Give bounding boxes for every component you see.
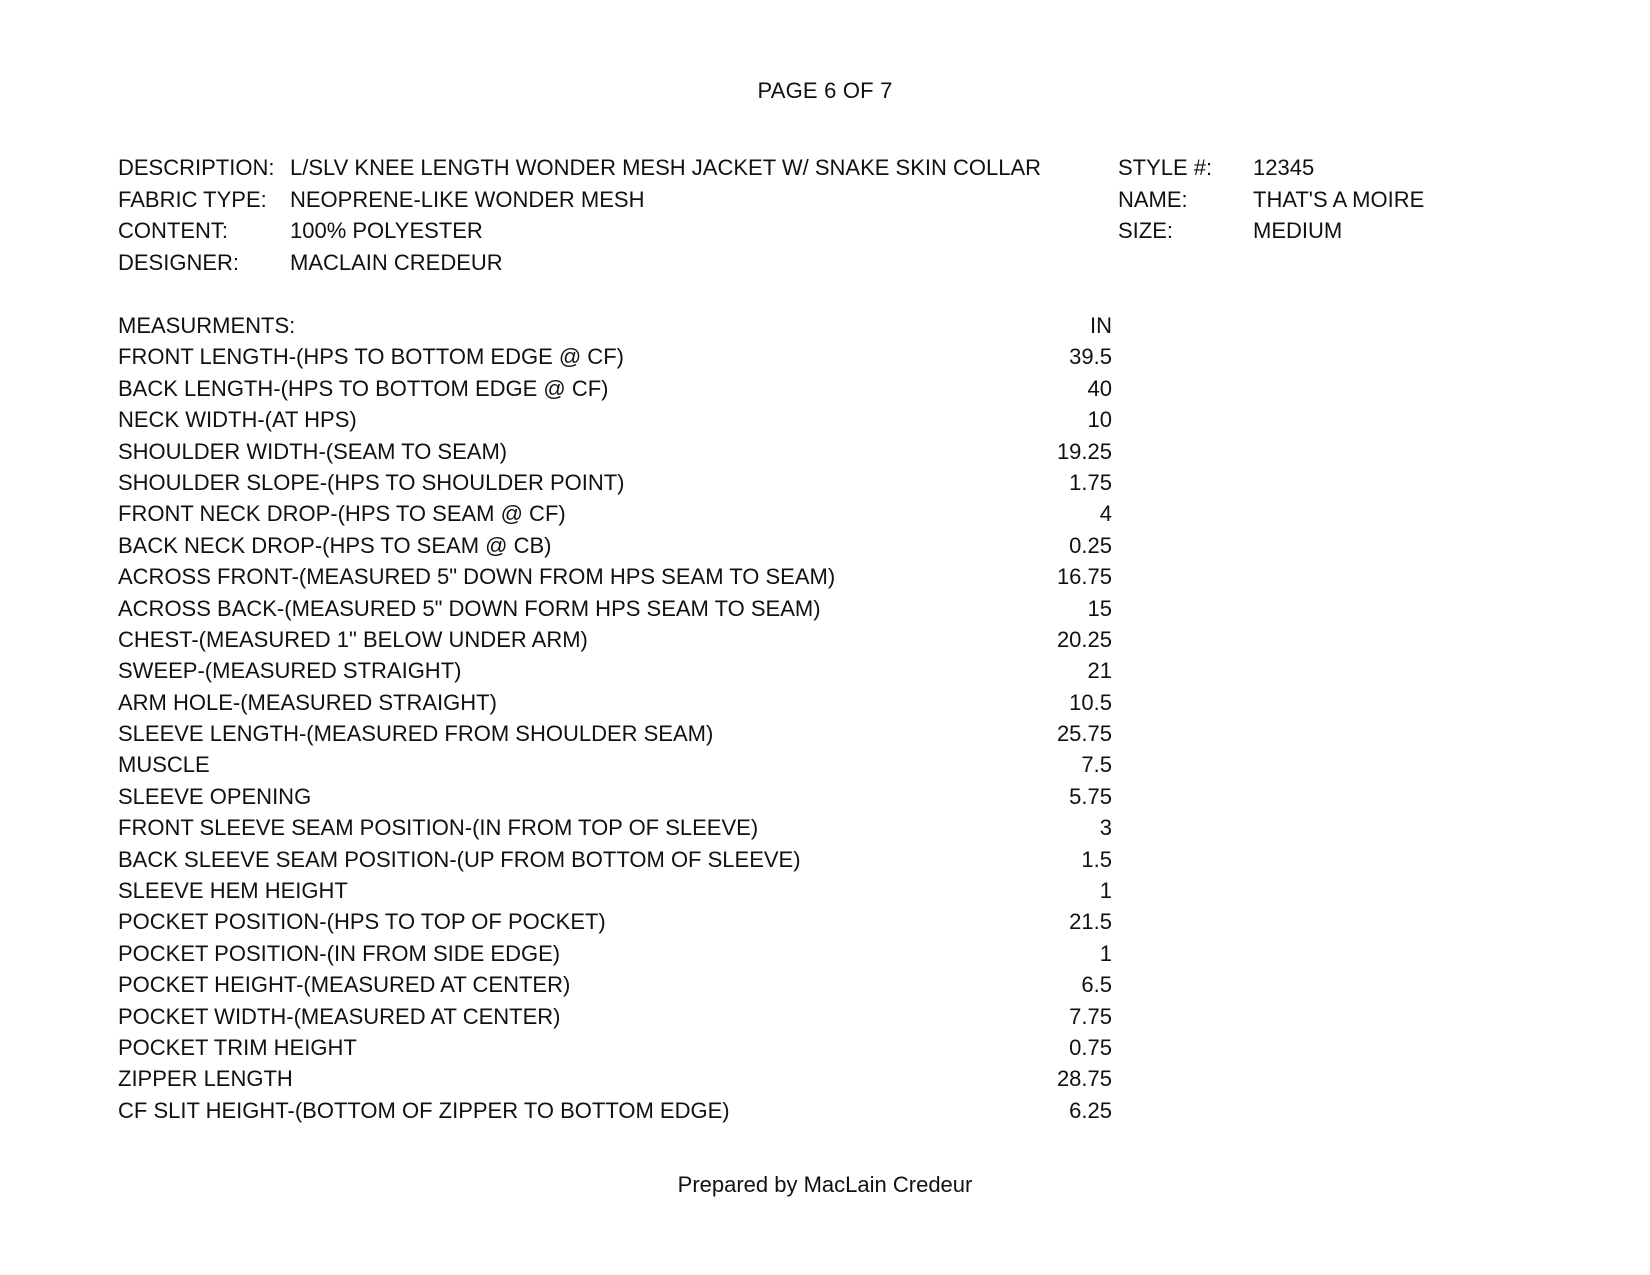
prepared-by-footer: Prepared by MacLain Credeur — [677, 1172, 973, 1197]
measurement-value: 3 — [1099, 815, 1112, 841]
measurement-name: POCKET HEIGHT-(MEASURED AT CENTER) — [118, 972, 571, 998]
style-label: STYLE #: — [1118, 155, 1213, 180]
measurement-name: ARM HOLE-(MEASURED STRAIGHT) — [118, 689, 497, 715]
measurement-row — [118, 341, 1112, 372]
measurement-name: SHOULDER SLOPE-(HPS TO SHOULDER POINT) — [118, 469, 625, 495]
measurement-value: 25.75 — [1056, 721, 1112, 747]
measurement-row — [118, 436, 1112, 467]
measurement-value: 0.25 — [1069, 532, 1112, 558]
measurement-row — [118, 624, 1112, 655]
measurement-value: 6.5 — [1081, 972, 1112, 998]
measurement-name: ACROSS FRONT-(MEASURED 5" DOWN FROM HPS SEAM TO SEAM) — [118, 564, 836, 590]
measurement-name: SLEEVE HEM HEIGHT — [118, 878, 348, 904]
measurement-row — [118, 749, 1112, 780]
measurement-name: SWEEP-(MEASURED STRAIGHT) — [118, 658, 462, 684]
measurement-value: 39.5 — [1069, 344, 1112, 370]
measurement-value: 19.25 — [1056, 438, 1112, 464]
spec-value: MACLAIN CREDEUR — [290, 249, 503, 275]
measurement-value: 28.75 — [1056, 1066, 1112, 1092]
spec-label: CONTENT: — [118, 218, 228, 243]
measurement-row — [118, 938, 1112, 969]
measurement-value: 21.5 — [1069, 909, 1112, 935]
measurement-name: POCKET POSITION-(HPS TO TOP OF POCKET) — [118, 909, 606, 935]
measurement-name: ACROSS BACK-(MEASURED 5" DOWN FORM HPS SEAM TO SEAM) — [118, 595, 821, 621]
spec-label: DESIGNER: — [118, 249, 240, 275]
measurement-value: 15 — [1087, 595, 1112, 621]
measurement-row — [118, 906, 1112, 937]
spec-label: FABRIC TYPE: — [118, 186, 267, 212]
measurement-row — [118, 812, 1112, 843]
measurement-name: BACK NECK DROP-(HPS TO SEAM @ CB) — [118, 532, 552, 558]
measurement-value: 1 — [1099, 878, 1112, 904]
measurement-name: SHOULDER WIDTH-(SEAM TO SEAM) — [118, 438, 508, 464]
measurement-name: BACK LENGTH-(HPS TO BOTTOM EDGE @ CF) — [118, 375, 609, 401]
measurement-value: 0.75 — [1069, 1034, 1112, 1060]
measurement-row — [118, 875, 1112, 906]
measurement-row — [118, 530, 1112, 561]
measurement-name: POCKET WIDTH-(MEASURED AT CENTER) — [118, 1003, 561, 1029]
measurement-row — [118, 1063, 1112, 1094]
measurement-name: FRONT SLEEVE SEAM POSITION-(IN FROM TOP OF SLEEVE) — [118, 815, 759, 841]
spec-value: L/SLV KNEE LENGTH WONDER MESH JACKET W/ SNAKE SKIN COLLAR — [290, 155, 1042, 180]
measurements-header: MEASURMENTS: — [118, 313, 296, 338]
spec-value: NEOPRENE-LIKE WONDER MESH — [290, 186, 645, 212]
measurement-value: 10 — [1087, 407, 1112, 433]
measurement-row — [118, 498, 1112, 529]
measurement-row — [118, 593, 1112, 624]
style-value: 12345 — [1253, 155, 1315, 180]
measurement-row — [118, 844, 1112, 875]
measurement-name: FRONT NECK DROP-(HPS TO SEAM @ CF) — [118, 501, 566, 527]
measurement-value: 7.75 — [1069, 1003, 1112, 1029]
measurement-value: 4 — [1099, 501, 1112, 527]
spec-value: 100% POLYESTER — [290, 218, 483, 243]
measurement-value: 1 — [1099, 940, 1112, 966]
measurement-value: 5.75 — [1069, 783, 1112, 809]
measurement-row — [118, 561, 1112, 592]
measurement-row — [118, 404, 1112, 435]
measurement-value: 10.5 — [1069, 689, 1112, 715]
measurement-row — [118, 655, 1112, 686]
measurement-name: SLEEVE LENGTH-(MEASURED FROM SHOULDER SEAM) — [118, 721, 714, 747]
measurement-row — [118, 781, 1112, 812]
measurement-name: ZIPPER LENGTH — [118, 1066, 293, 1092]
measurement-value: 21 — [1087, 658, 1112, 684]
measurement-row — [118, 1001, 1112, 1032]
measurement-name: CF SLIT HEIGHT-(BOTTOM OF ZIPPER TO BOTTOM EDGE) — [118, 1097, 730, 1123]
measurement-value: 7.5 — [1081, 752, 1112, 778]
measurement-row — [118, 969, 1112, 1000]
measurement-row — [118, 1032, 1112, 1063]
measurement-row — [118, 373, 1112, 404]
measurement-value: 20.25 — [1056, 626, 1112, 652]
style-value: THAT'S A MOIRE — [1253, 186, 1425, 212]
measurement-value: 6.25 — [1069, 1097, 1112, 1123]
measurement-name: MUSCLE — [118, 752, 210, 778]
measurement-row — [118, 467, 1112, 498]
style-value: MEDIUM — [1253, 218, 1343, 243]
measurement-name: SLEEVE OPENING — [118, 783, 312, 809]
measurement-name: NECK WIDTH-(AT HPS) — [118, 407, 357, 433]
unit-header: IN — [1090, 313, 1112, 338]
measurement-row — [118, 687, 1112, 718]
measurement-name: POCKET TRIM HEIGHT — [118, 1034, 357, 1060]
measurement-value: 1.75 — [1069, 469, 1112, 495]
measurement-row — [118, 1095, 1112, 1126]
measurement-row — [118, 718, 1112, 749]
measurements-table — [118, 310, 1112, 1126]
measurement-name: CHEST-(MEASURED 1" BELOW UNDER ARM) — [118, 626, 588, 652]
measurement-name: FRONT LENGTH-(HPS TO BOTTOM EDGE @ CF) — [118, 344, 624, 370]
measurement-value: 16.75 — [1056, 564, 1112, 590]
measurement-name: POCKET POSITION-(IN FROM SIDE EDGE) — [118, 940, 561, 966]
measurement-value: 1.5 — [1081, 846, 1112, 872]
spec-label: DESCRIPTION: — [118, 155, 275, 180]
measurement-name: BACK SLEEVE SEAM POSITION-(UP FROM BOTTOM OF SLEEVE) — [118, 846, 801, 872]
style-label: SIZE: — [1118, 218, 1174, 243]
page-number: PAGE 6 OF 7 — [757, 78, 893, 103]
measurements-header-row — [118, 310, 1112, 341]
style-label: NAME: — [1118, 186, 1188, 212]
measurement-value: 40 — [1087, 375, 1112, 401]
